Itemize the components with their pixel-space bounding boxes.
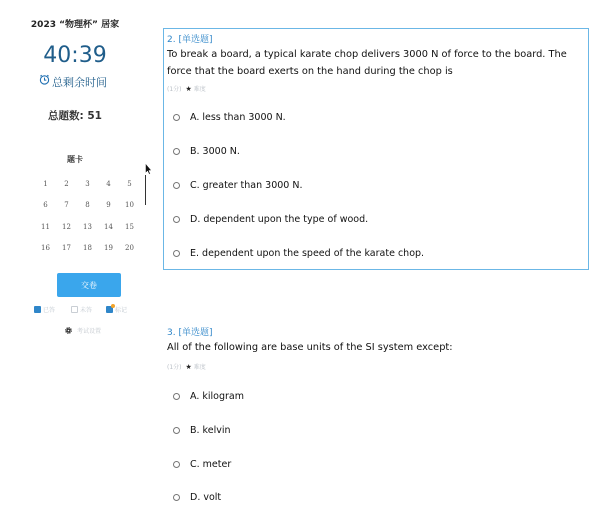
radio-button[interactable]: [173, 250, 180, 257]
submit-exam-button[interactable]: 交卷: [57, 273, 121, 297]
question-2-option-b[interactable]: [173, 146, 240, 157]
question-number-cell[interactable]: 18: [83, 244, 92, 253]
gear-icon: [64, 326, 73, 335]
option-label: B. 3000 N.: [190, 146, 240, 157]
question-2-option-d[interactable]: [173, 214, 368, 225]
question-number-cell[interactable]: 15: [125, 222, 134, 231]
countdown-timer: 40:39: [43, 43, 107, 68]
legend-answered: [34, 305, 55, 314]
question-3-difficulty: 难度: [193, 364, 206, 371]
question-3-option-a[interactable]: [173, 391, 244, 402]
question-number-cell[interactable]: 9: [106, 201, 111, 210]
option-label: C. meter: [190, 459, 232, 470]
question-2-score: (1分): [167, 86, 182, 93]
star-icon: ★: [185, 362, 192, 371]
question-number-cell[interactable]: 8: [85, 201, 90, 210]
radio-button[interactable]: [173, 216, 180, 223]
question-3-text: All of the following are base units of the SI system except:: [167, 342, 453, 353]
question-2-text: To break a board, a typical karate chop delivers 3000 N of force to the board. The force that the board exerts on the hand during the chop is: [167, 49, 567, 77]
option-label: B. kelvin: [190, 425, 231, 436]
question-number-cell[interactable]: 14: [104, 222, 113, 231]
question-2-difficulty: 难度: [193, 86, 206, 93]
question-3-score: (1分): [167, 364, 182, 371]
option-label: A. less than 3000 N.: [190, 112, 286, 123]
radio-button[interactable]: [173, 148, 180, 155]
unanswered-swatch: [71, 306, 78, 313]
radio-button[interactable]: [173, 114, 180, 121]
answer-card-title: 题卡: [67, 155, 83, 164]
question-number-cell[interactable]: 20: [125, 244, 134, 253]
option-label: C. greater than 3000 N.: [190, 180, 303, 191]
option-label: D. volt: [190, 492, 222, 503]
question-2-option-e[interactable]: [173, 248, 424, 259]
star-icon: ★: [185, 84, 192, 93]
question-3-number: 3. [单选题]: [167, 328, 213, 338]
question-2-option-c[interactable]: [173, 180, 303, 191]
question-number-cell[interactable]: 12: [62, 222, 71, 231]
question-number-cell[interactable]: 6: [43, 201, 48, 210]
question-number-cell[interactable]: 16: [41, 244, 50, 253]
question-number-cell[interactable]: 5: [127, 179, 132, 188]
sidebar: [0, 0, 150, 512]
question-number-cell[interactable]: 3: [85, 179, 90, 188]
answer-card-scrollbar[interactable]: [145, 175, 146, 205]
question-number-cell[interactable]: 2: [64, 179, 69, 188]
radio-button[interactable]: [173, 461, 180, 468]
radio-button[interactable]: [173, 393, 180, 400]
marked-swatch: [106, 306, 113, 313]
exam-settings-label: 考试设置: [77, 328, 102, 335]
question-number-cell[interactable]: 1: [43, 179, 48, 188]
question-number-cell[interactable]: 13: [83, 222, 92, 231]
question-3-option-c[interactable]: [173, 459, 231, 470]
question-3-option-b[interactable]: [173, 425, 231, 436]
question-2-meta: [167, 84, 206, 93]
question-number-cell[interactable]: 10: [125, 201, 134, 210]
question-2-number: 2. [单选题]: [167, 35, 213, 45]
question-number-cell[interactable]: 7: [64, 201, 69, 210]
question-3-option-d[interactable]: [173, 492, 221, 503]
legend-marked-label: 标记: [115, 307, 128, 314]
radio-button[interactable]: [173, 427, 180, 434]
radio-button[interactable]: [173, 182, 180, 189]
exam-title: 2023 “物理杯” 居家: [30, 20, 120, 30]
question-number-cell[interactable]: 17: [62, 244, 71, 253]
option-label: D. dependent upon the type of wood.: [190, 214, 369, 225]
legend-unanswered: [71, 305, 92, 314]
question-number-cell[interactable]: 11: [41, 222, 50, 231]
answered-swatch: [34, 306, 41, 313]
clock-icon: [39, 74, 50, 85]
answer-card-grid: [35, 173, 140, 259]
legend-marked: [106, 305, 127, 314]
cursor-icon: [145, 163, 152, 175]
legend-answered-label: 已答: [43, 307, 56, 314]
option-label: E. dependent upon the speed of the karate chop.: [190, 248, 425, 259]
question-2-option-a[interactable]: [173, 112, 286, 123]
radio-button[interactable]: [173, 494, 180, 501]
legend-unanswered-label: 未答: [80, 307, 93, 314]
question-number-cell[interactable]: 19: [104, 244, 113, 253]
time-left-label: 总剩余时间: [52, 76, 107, 89]
option-label: A. kilogram: [190, 391, 244, 402]
exam-settings[interactable]: [64, 326, 101, 335]
question-number-cell[interactable]: 4: [106, 179, 111, 188]
question-3-meta: [167, 362, 206, 371]
total-questions: 总题数: 51: [48, 110, 102, 122]
